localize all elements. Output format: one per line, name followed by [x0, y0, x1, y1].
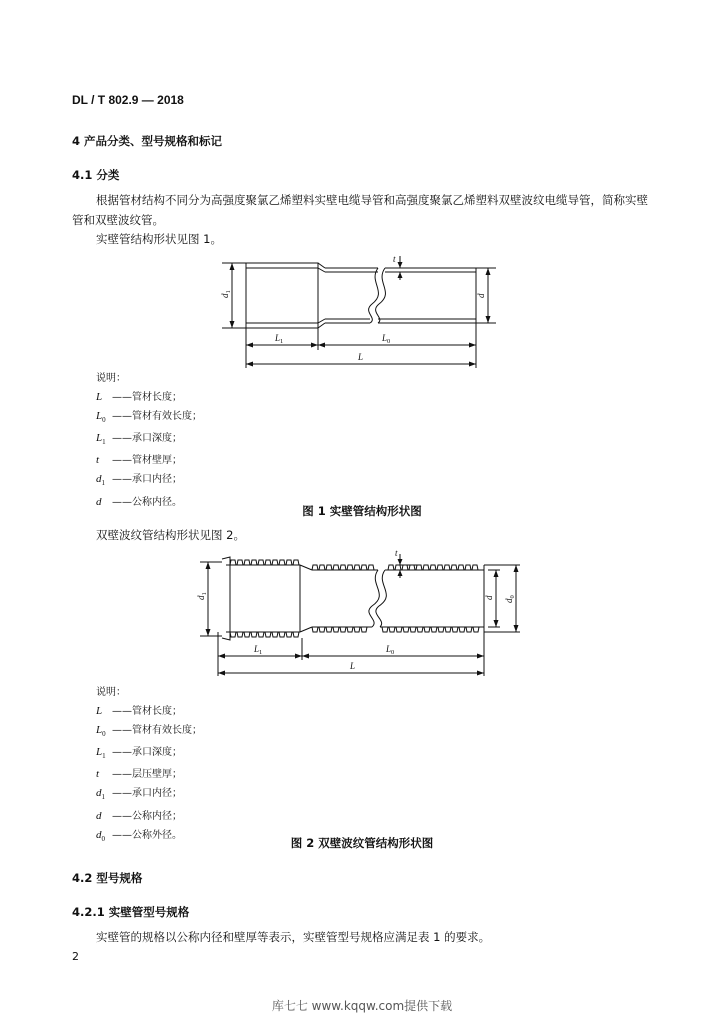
- corrugation-rib: [423, 565, 429, 570]
- corrugation-rib: [417, 627, 423, 632]
- corrugation-rib: [265, 560, 271, 565]
- legend-symbol: $L_1$: [96, 432, 106, 447]
- fig1-label-d1: $d_1$: [220, 290, 232, 298]
- corrugation-rib: [431, 627, 437, 632]
- corrugation-rib: [466, 627, 472, 632]
- corrugation-rib: [430, 565, 436, 570]
- figure-2-caption: 图 2 双壁波纹管结构形状图: [290, 836, 434, 850]
- corrugation-rib: [244, 632, 250, 637]
- legend-desc: ——承口深度；: [112, 747, 182, 759]
- corrugation-rib: [395, 565, 401, 570]
- fig1-label-t: t: [393, 254, 396, 264]
- corrugation-rib: [293, 632, 299, 637]
- legend-item: [96, 807, 202, 826]
- corrugation-rib: [389, 627, 395, 632]
- corrugation-rib: [258, 560, 264, 565]
- legend-item: [96, 721, 202, 743]
- corrugation-rib: [396, 627, 402, 632]
- download-footer: 库七七 www.kqqw.com提供下载: [271, 999, 453, 1013]
- corrugation-rib: [258, 632, 264, 637]
- legend-symbol: $L_0$: [96, 410, 106, 425]
- corrugation-rib: [402, 565, 408, 570]
- fig2-label-L: L: [350, 661, 356, 671]
- fig2-label-t: t: [395, 548, 398, 558]
- section-4-2-title: 4.2 型号规格: [72, 871, 143, 885]
- legend-symbol: $d_1$: [96, 473, 105, 488]
- legend-item: [96, 743, 202, 765]
- corrugation-rib: [382, 627, 388, 632]
- corrugation-rib: [459, 627, 465, 632]
- legend-desc: ——公称内径；: [112, 810, 182, 822]
- legend-item: [96, 702, 202, 721]
- corrugation-rib: [340, 565, 346, 570]
- corrugation-rib: [340, 627, 346, 632]
- corrugation-rib: [279, 560, 285, 565]
- corrugation-rib: [410, 627, 416, 632]
- legend-desc: ——公称内径。: [112, 496, 182, 508]
- section-4-2-1-paragraph: 实壁管的规格以公称内径和壁厚等表示，实壁管型号规格应满足表 1 的要求。: [96, 930, 491, 944]
- legend-desc: ——层压壁厚；: [112, 769, 182, 781]
- corrugation-rib: [237, 560, 243, 565]
- fig1-label-L: L: [358, 352, 364, 362]
- corrugation-rib: [361, 627, 367, 632]
- legend-desc: ——承口深度；: [112, 433, 182, 445]
- corrugation-rib: [473, 627, 479, 632]
- corrugation-rib: [251, 632, 257, 637]
- legend-symbol: L: [96, 705, 103, 717]
- corrugation-rib: [451, 565, 457, 570]
- corrugation-rib: [293, 560, 299, 565]
- legend-desc: ——管材有效长度；: [112, 725, 202, 736]
- corrugation-rib: [326, 565, 332, 570]
- corrugation-rib: [251, 560, 257, 565]
- corrugation-rib: [347, 627, 353, 632]
- fig1-label-d: d: [476, 293, 486, 298]
- legend-symbol: $d_1$: [96, 787, 105, 802]
- fig2-label-L1: $L_1$: [254, 644, 263, 656]
- corrugation-rib: [230, 632, 236, 637]
- legend-item: [96, 784, 202, 806]
- corrugation-rib: [354, 627, 360, 632]
- legend-symbol: t: [96, 454, 100, 467]
- fig1-label-L0: $L_0$: [382, 333, 391, 345]
- corrugation-rib: [354, 565, 360, 570]
- corrugation-rib: [444, 565, 450, 570]
- section-4-1-paragraph: 根据管材结构不同分为高强度聚氯乙烯塑料实壁电缆导管和高强度聚氯乙烯塑料双壁波纹电缆导管，简称实壁管和双壁波纹管。: [72, 193, 648, 227]
- legend-item: [96, 765, 202, 784]
- corrugation-rib: [388, 565, 394, 570]
- corrugation-rib: [445, 627, 451, 632]
- legend-symbol: $d_0$: [96, 828, 105, 843]
- figure-1-caption: 图 1 实壁管结构形状图: [302, 504, 422, 518]
- figure-2-reference: 双壁波纹管结构形状见图 2。: [96, 528, 245, 542]
- corrugation-rib: [472, 565, 478, 570]
- corrugation-rib: [437, 565, 443, 570]
- corrugation-rib: [424, 627, 430, 632]
- legend-desc: ——承口内径；: [112, 788, 182, 800]
- corrugation-rib: [465, 565, 471, 570]
- corrugation-rib: [312, 565, 318, 570]
- legend-desc: ——管材壁厚；: [112, 455, 182, 467]
- legend-symbol: L: [96, 391, 103, 403]
- legend-symbol: d: [96, 495, 102, 508]
- legend-title: 说明：: [96, 373, 126, 384]
- fig2-label-L0: $L_0$: [386, 644, 395, 656]
- figure-2-legend: [96, 684, 202, 848]
- legend-desc: ——管材长度；: [112, 392, 182, 403]
- corrugation-rib: [319, 627, 325, 632]
- corrugation-rib: [347, 565, 353, 570]
- corrugation-rib: [286, 632, 292, 637]
- section-4-title: 4 产品分类、型号规格和标记: [72, 134, 223, 148]
- corrugation-rib: [230, 560, 236, 565]
- corrugation-rib: [458, 565, 464, 570]
- corrugation-rib: [438, 627, 444, 632]
- fig2-label-d1: $d_1$: [196, 592, 208, 600]
- legend-desc: ——公称外径。: [112, 829, 182, 841]
- corrugation-rib: [265, 632, 271, 637]
- fig1-label-L1: $L_1$: [275, 333, 284, 345]
- legend-title: 说明：: [96, 687, 126, 698]
- corrugation-rib: [286, 560, 292, 565]
- document-code: DL / T 802.9 — 2018: [72, 93, 184, 107]
- corrugation-rib: [326, 627, 332, 632]
- corrugation-rib: [416, 565, 422, 570]
- corrugation-rib: [237, 632, 243, 637]
- legend-symbol: d: [96, 809, 102, 822]
- corrugation-rib: [403, 627, 409, 632]
- corrugation-rib: [452, 627, 458, 632]
- corrugation-rib: [272, 560, 278, 565]
- figure-1-reference: 实壁管结构形状见图 1。: [96, 232, 222, 246]
- legend-symbol: t: [96, 768, 100, 781]
- section-4-2-1-title: 4.2.1 实壁管型号规格: [72, 905, 190, 919]
- corrugation-rib: [312, 627, 318, 632]
- corrugation-rib: [279, 632, 285, 637]
- legend-symbol: $L_0$: [96, 724, 106, 739]
- legend-symbol: $L_1$: [96, 746, 106, 761]
- corrugation-rib: [333, 627, 339, 632]
- corrugation-rib: [333, 565, 339, 570]
- corrugation-rib: [319, 565, 325, 570]
- legend-desc: ——管材有效长度；: [112, 411, 202, 422]
- corrugation-rib: [409, 565, 415, 570]
- fig2-label-d0: $d_0$: [504, 595, 516, 603]
- page-number: 2: [72, 950, 79, 963]
- corrugation-rib: [244, 560, 250, 565]
- legend-desc: ——承口内径；: [112, 474, 182, 486]
- fig2-label-d: d: [484, 595, 494, 600]
- legend-desc: ——管材长度；: [112, 706, 182, 717]
- corrugation-rib: [368, 565, 374, 570]
- section-4-1-title: 4.1 分类: [72, 168, 120, 182]
- corrugation-rib: [361, 565, 367, 570]
- corrugation-rib: [272, 632, 278, 637]
